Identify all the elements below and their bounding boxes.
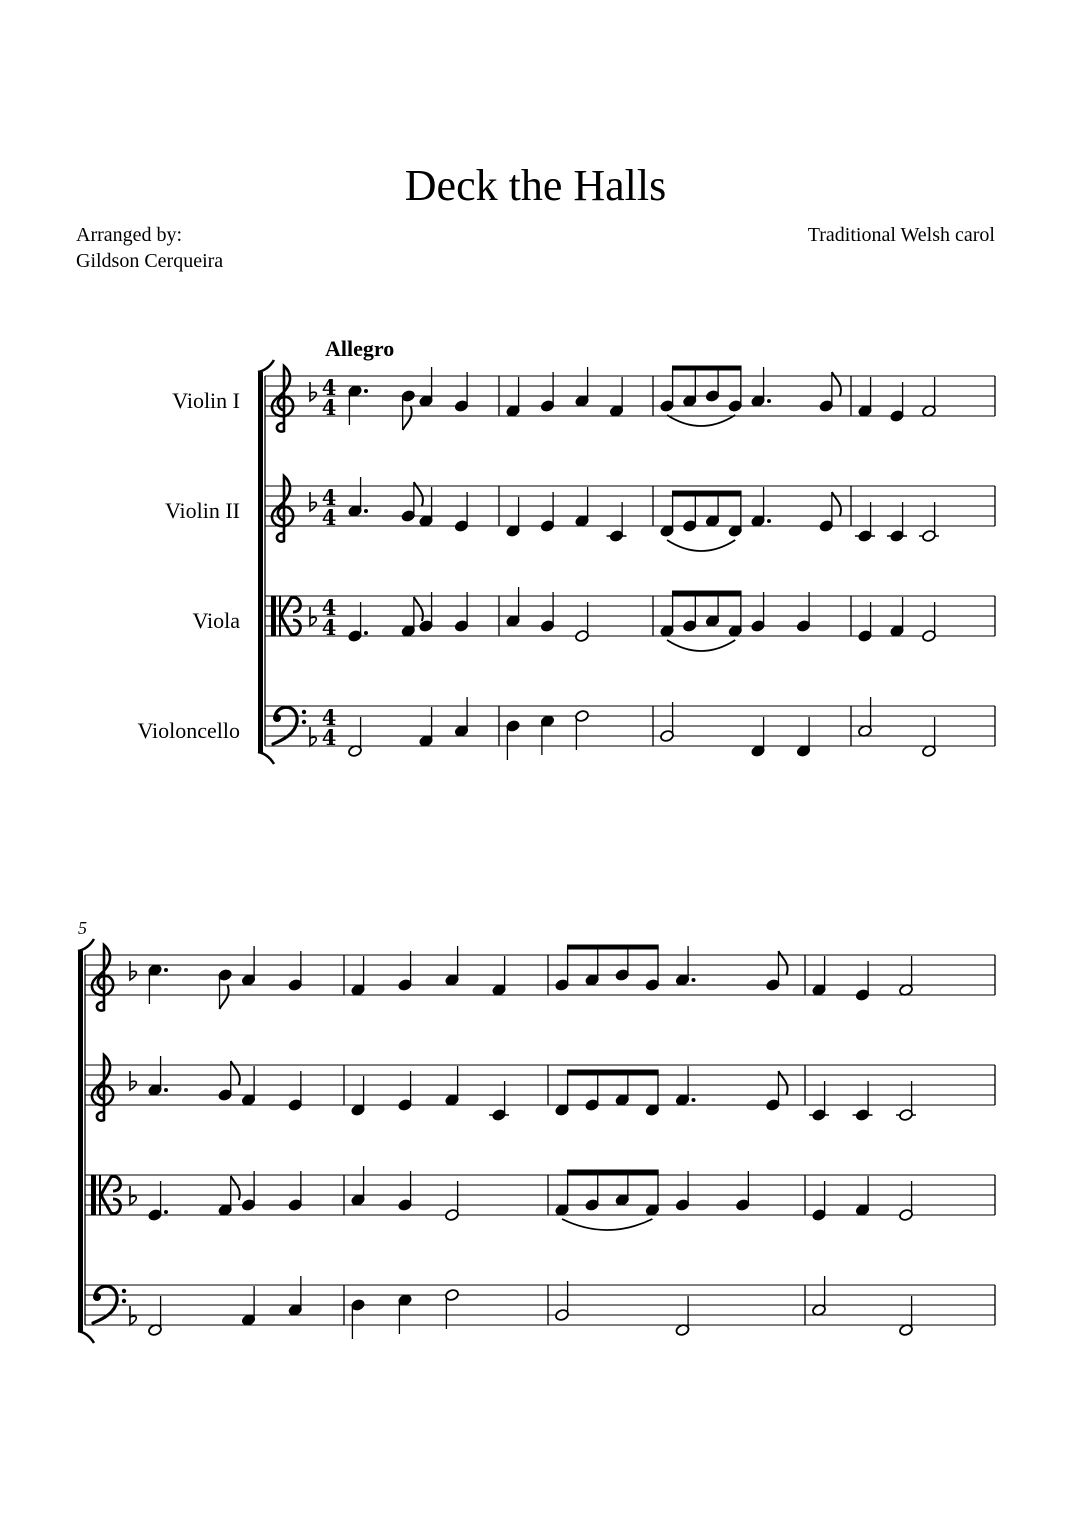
note-flag	[403, 406, 412, 430]
bass-clef-dot	[122, 1299, 126, 1303]
note-flag	[414, 597, 423, 621]
bracket-bottom-hook	[258, 752, 274, 764]
beam	[567, 1070, 659, 1075]
arranger-name: Gildson Cerqueira	[76, 250, 224, 272]
flat-icon	[310, 382, 316, 401]
flat-icon	[130, 1071, 136, 1090]
time-signature-top: 4	[321, 705, 337, 730]
alto-clef-thin-bar	[279, 596, 281, 636]
time-signature-top: 4	[321, 375, 337, 400]
bass-clef-dot	[302, 710, 306, 714]
alto-clef-thin-bar	[99, 1175, 101, 1215]
augmentation-dot	[164, 1088, 168, 1092]
augmentation-dot	[364, 631, 368, 635]
system-bracket	[78, 951, 83, 1331]
time-signature-bottom: 4	[321, 505, 337, 530]
beam	[567, 945, 659, 950]
flat-icon	[310, 492, 316, 511]
instrument-name: Violoncello	[137, 718, 240, 743]
time-signature-bottom: 4	[321, 615, 337, 640]
slur	[667, 640, 735, 651]
system-bracket	[258, 372, 263, 752]
slur	[562, 1219, 652, 1230]
arranger-label: Arranged by:	[76, 224, 183, 246]
augmentation-dot	[164, 968, 168, 972]
time-signature-bottom: 4	[321, 395, 337, 420]
beam	[567, 1170, 659, 1175]
augmentation-dot	[692, 978, 696, 982]
beam	[672, 366, 742, 371]
beam	[672, 591, 742, 596]
flat-icon	[130, 961, 136, 980]
beam	[672, 491, 742, 496]
augmentation-dot	[767, 399, 771, 403]
alto-clef-bar	[91, 1175, 96, 1215]
bass-clef-dot	[302, 720, 306, 724]
time-signature-top: 4	[321, 485, 337, 510]
slur	[667, 415, 735, 426]
augmentation-dot	[164, 1210, 168, 1214]
slur	[667, 540, 735, 551]
instrument-name: Violin II	[164, 498, 240, 523]
page-title: Deck the Halls	[404, 161, 667, 210]
bass-clef-head	[273, 714, 281, 722]
augmentation-dot	[364, 509, 368, 513]
augmentation-dot	[364, 389, 368, 393]
time-signature-bottom: 4	[321, 725, 337, 750]
alto-clef-bar	[271, 596, 276, 636]
bracket-bottom-hook	[78, 1331, 94, 1343]
augmentation-dot	[767, 519, 771, 523]
time-signature-top: 4	[321, 595, 337, 620]
tempo-marking: Allegro	[325, 336, 395, 361]
note-flag	[220, 985, 229, 1009]
bass-clef-dot	[122, 1289, 126, 1293]
bracket-top-hook	[258, 360, 274, 372]
instrument-name: Violin I	[172, 388, 240, 413]
bass-clef-head	[93, 1293, 101, 1301]
bracket-top-hook	[78, 939, 94, 951]
measure-number: 5	[78, 918, 87, 938]
composer-credit: Traditional Welsh carol	[807, 224, 995, 246]
note-flag	[231, 1176, 240, 1200]
instrument-name: Viola	[192, 608, 240, 633]
augmentation-dot	[692, 1098, 696, 1102]
